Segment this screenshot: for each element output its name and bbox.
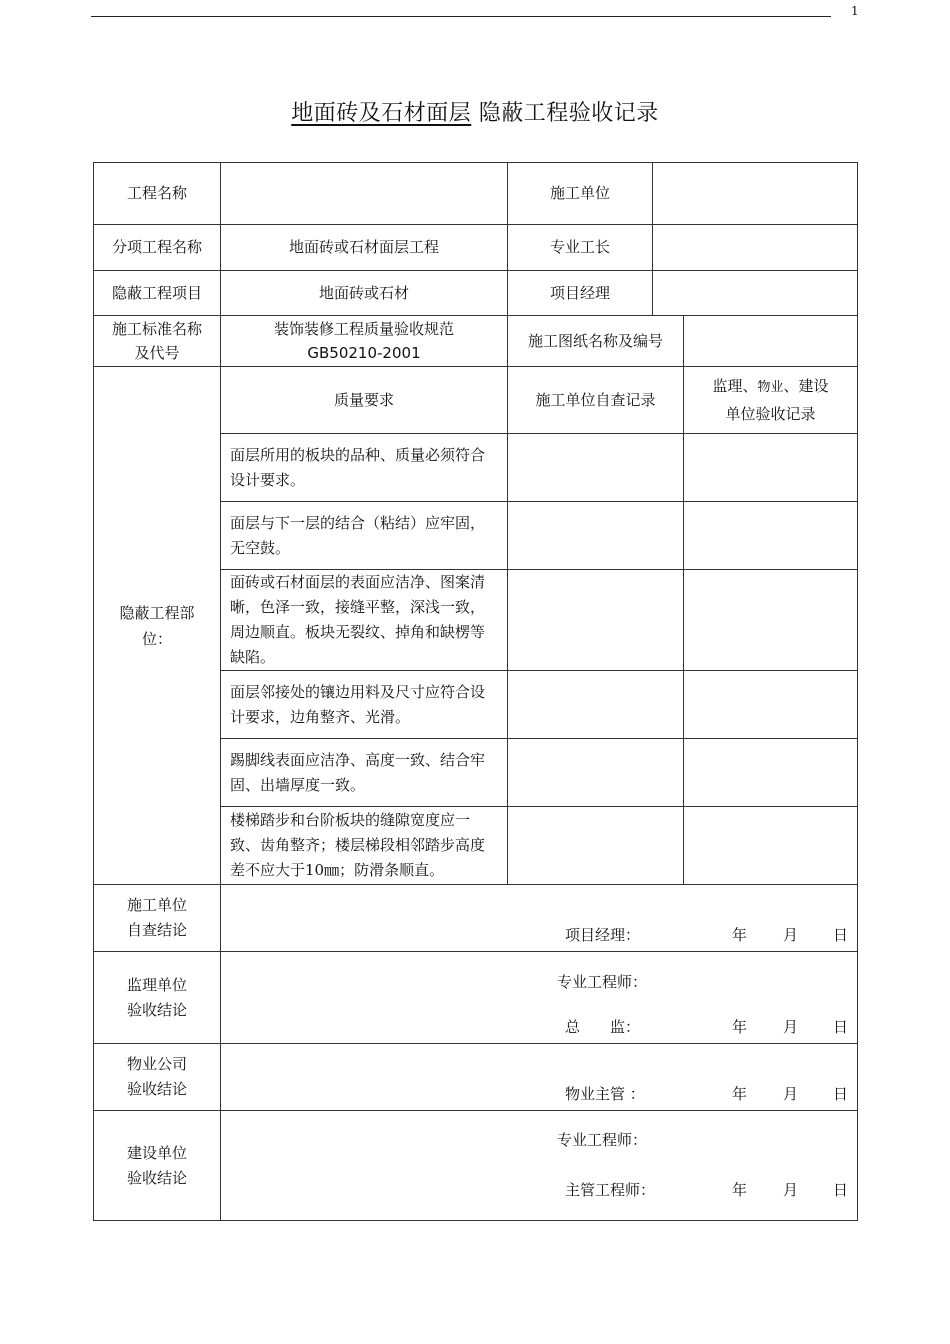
subproject-label: 分项工程名称: [94, 225, 221, 271]
day-label: 日: [833, 1085, 849, 1103]
pm-label: 项目经理: [508, 271, 653, 316]
month-label: 月: [783, 1018, 799, 1036]
quality-requirement-2: 面层与下一层的结合（粘结）应牢固，无空鼓。: [221, 502, 508, 570]
title-main-part: 隐蔽工程验收记录: [478, 101, 659, 126]
supervision-cell-3[interactable]: [684, 570, 858, 671]
row-quality-header: [94, 367, 858, 434]
construction-unit-field[interactable]: [653, 163, 858, 225]
month-label: 月: [783, 1181, 799, 1199]
standard-value: [221, 316, 508, 367]
foreman-label: 专业工长: [508, 225, 653, 271]
col-quality-requirement: 质量要求: [221, 367, 508, 434]
property-manager-label: 物业主管 ：: [565, 1085, 645, 1103]
pm-field[interactable]: [653, 271, 858, 316]
concealed-location-line2: 位：: [141, 629, 172, 648]
col-supervision-record: [684, 367, 858, 434]
foreman-field[interactable]: [653, 225, 858, 271]
owner-conclusion-area[interactable]: [221, 1111, 858, 1221]
standard-label-line2: 及代号: [134, 344, 180, 362]
chief-supervisor-label: 总 监：: [565, 1018, 641, 1036]
col-supervision-part-a: 监理、: [712, 377, 758, 395]
property-conclusion-label-line2: 验收结论: [126, 1080, 187, 1098]
row-project-name: [94, 163, 858, 225]
self-check-cell-3[interactable]: [508, 570, 684, 671]
document-title: [0, 96, 950, 127]
day-label: 日: [833, 1181, 849, 1199]
owner-conclusion-label-line2: 验收结论: [126, 1168, 187, 1187]
inspection-record-table: [93, 162, 858, 1221]
supervision-cell-5[interactable]: [684, 739, 858, 807]
row-standard: [94, 316, 858, 367]
professional-engineer-label: 专业工程师：: [557, 973, 648, 991]
supervising-engineer-label: 主管工程师：: [565, 1181, 656, 1199]
supervision-cell-2[interactable]: [684, 502, 858, 570]
property-conclusion-area[interactable]: [221, 1044, 858, 1111]
self-check-cell-2[interactable]: [508, 502, 684, 570]
col-self-check-record: 施工单位自查记录: [508, 367, 684, 434]
standard-code: GB50210-2001: [307, 344, 421, 362]
year-label: 年: [732, 1085, 748, 1103]
concealed-item-value: 地面砖或石材: [221, 271, 508, 316]
year-label: 年: [732, 1018, 748, 1036]
concealed-location-line1: 隐蔽工程部: [119, 603, 195, 622]
row-supervision-conclusion: [94, 952, 858, 1044]
professional-engineer-label: 专业工程师：: [557, 1131, 648, 1149]
title-underlined-part: 地面砖及石材面层: [291, 101, 472, 126]
supervision-conclusion-label: [94, 952, 221, 1044]
month-label: 月: [783, 926, 799, 944]
self-check-cell-6[interactable]: [508, 807, 684, 885]
quality-requirement-4: 面层邻接处的镶边用料及尺寸应符合设计要求，边角整齐、光滑。: [221, 671, 508, 739]
self-check-cell-1[interactable]: [508, 434, 684, 502]
col-supervision-line2: 单位验收记录: [725, 405, 816, 423]
drawing-label: 施工图纸名称及编号: [508, 316, 684, 367]
row-subproject: [94, 225, 858, 271]
self-conclusion-area[interactable]: [221, 885, 858, 952]
self-check-cell-5[interactable]: [508, 739, 684, 807]
standard-name: 装饰装修工程质量验收规范: [273, 320, 454, 338]
supervision-conclusion-label-line1: 监理单位: [126, 975, 187, 994]
row-concealed-item: [94, 271, 858, 316]
quality-requirement-3: 面砖或石材面层的表面应洁净、图案清晰，色泽一致，接缝平整，深浅一致，周边顺直。板块无裂纹、掉角和缺楞等缺陷。: [221, 570, 508, 671]
supervision-cell-4[interactable]: [684, 671, 858, 739]
property-conclusion-label: [94, 1044, 221, 1111]
supervision-cell-6[interactable]: [684, 807, 858, 885]
supervision-cell-1[interactable]: [684, 434, 858, 502]
property-conclusion-label-line1: 物业公司: [126, 1055, 187, 1073]
drawing-field[interactable]: [684, 316, 858, 367]
row-owner-conclusion: [94, 1111, 858, 1221]
day-label: 日: [833, 926, 849, 944]
self-conclusion-label: [94, 885, 221, 952]
self-conclusion-label-line2: 自查结论: [126, 921, 187, 939]
quality-requirement-5: 踢脚线表面应洁净、高度一致、结合牢固、出墙厚度一致。: [221, 739, 508, 807]
project-name-label: 工程名称: [94, 163, 221, 225]
self-conclusion-label-line1: 施工单位: [126, 896, 187, 914]
concealed-item-label: 隐蔽工程项目: [94, 271, 221, 316]
self-check-cell-4[interactable]: [508, 671, 684, 739]
quality-requirement-6: 楼梯踏步和台阶板块的缝隙宽度应一致、齿角整齐；楼层梯段相邻踏步高度差不应大于10㎜；防滑条顺直。: [221, 807, 508, 885]
page-number: 1: [851, 4, 859, 18]
year-label: 年: [732, 926, 748, 944]
owner-conclusion-label: [94, 1111, 221, 1221]
month-label: 月: [783, 1085, 799, 1103]
project-name-field[interactable]: [221, 163, 508, 225]
owner-conclusion-label-line1: 建设单位: [126, 1143, 187, 1162]
quality-requirement-1: 面层所用的板块的品种、质量必须符合设计要求。: [221, 434, 508, 502]
col-supervision-part-c: 、建设: [783, 377, 829, 395]
construction-unit-label: 施工单位: [508, 163, 653, 225]
concealed-location-label: [94, 367, 221, 885]
supervision-conclusion-label-line2: 验收结论: [126, 1000, 187, 1019]
row-property-conclusion: [94, 1044, 858, 1111]
year-label: 年: [732, 1181, 748, 1199]
supervision-conclusion-area[interactable]: [221, 952, 858, 1044]
pm-signer-label: 项目经理：: [565, 926, 641, 944]
standard-label-line1: 施工标准名称: [111, 320, 202, 338]
row-self-conclusion: [94, 885, 858, 952]
header-rule: [91, 16, 831, 17]
standard-label: [94, 316, 221, 367]
col-supervision-part-b: 物业: [757, 380, 784, 395]
subproject-value: 地面砖或石材面层工程: [221, 225, 508, 271]
day-label: 日: [833, 1018, 849, 1036]
